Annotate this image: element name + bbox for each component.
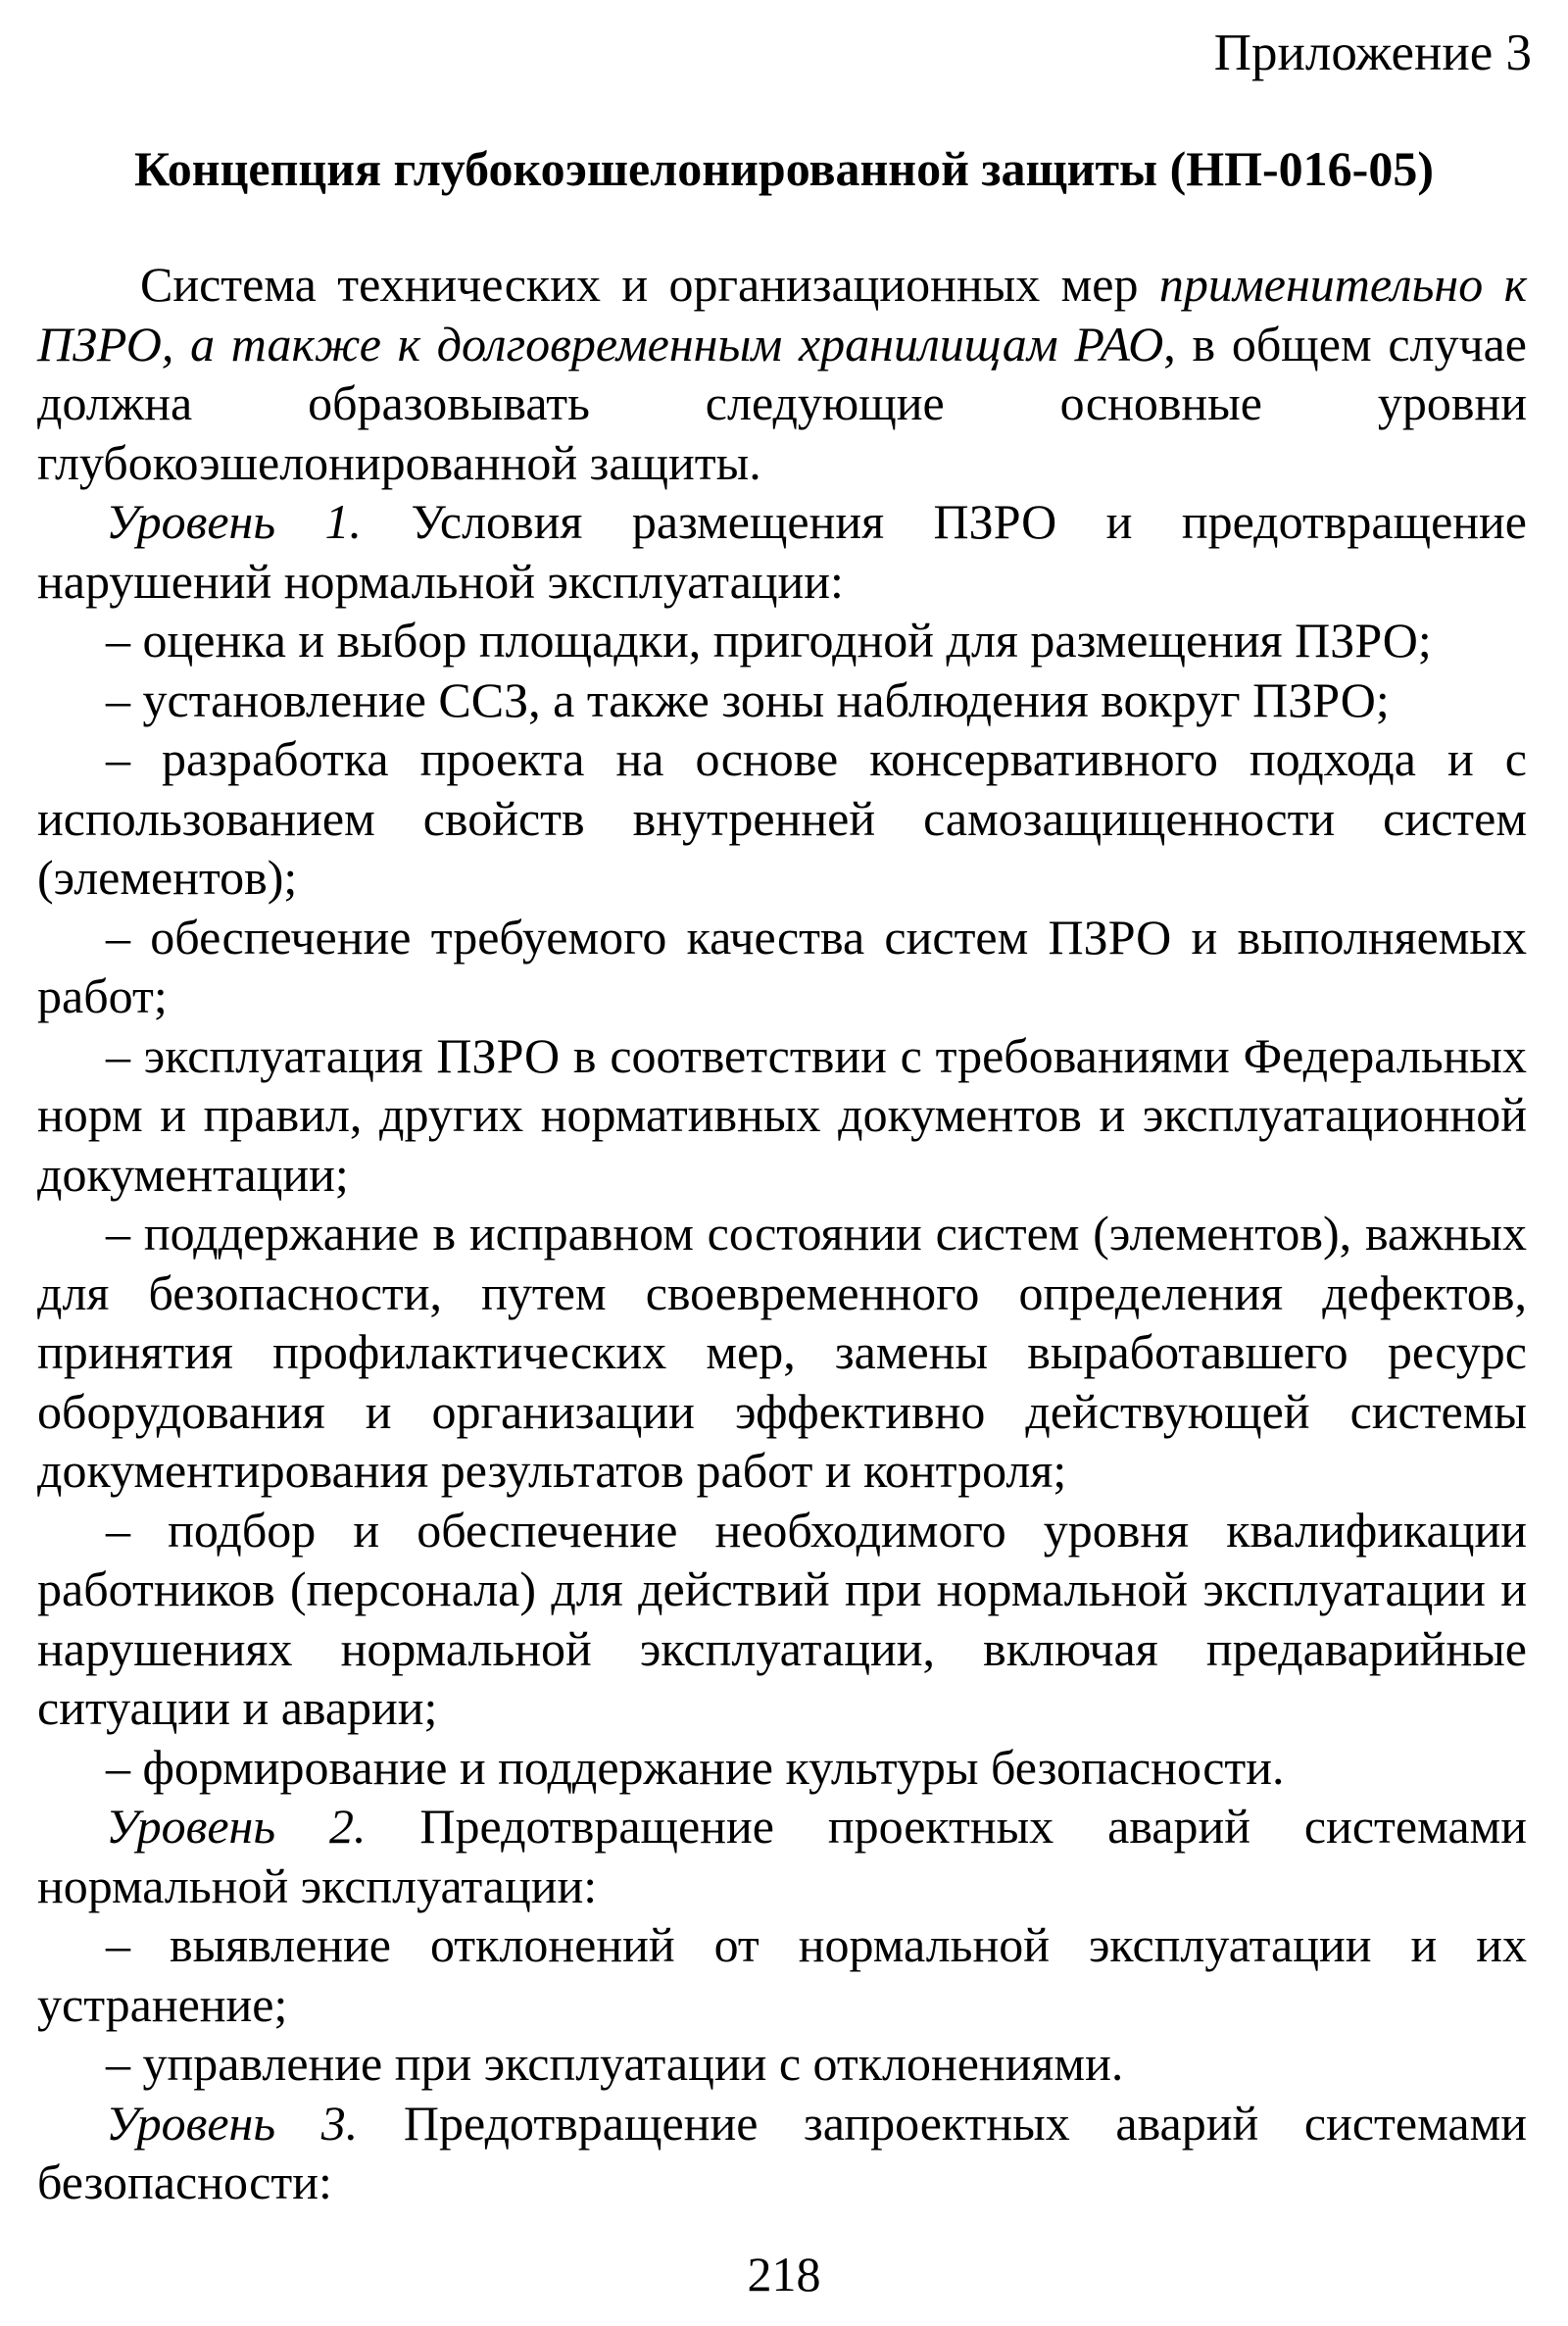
level-2-text: Предотвращение проектных аварий системами нормальной эксплуатации: bbox=[37, 1799, 1527, 1913]
list-item: – поддержание в исправном состоянии систем (элементов), важных для безопасности, путем своевременного определения дефектов, принятия профилактических мер, замены выработавшего ресурс оборудования и организации эффективно действующей системы документирования результатов работ и контроля; bbox=[37, 1206, 1527, 1498]
list-item: – обеспечение требуемого качества систем ПЗРО и выполняемых работ; bbox=[37, 909, 1527, 1023]
list-item: – управление при эксплуатации с отклонениями. bbox=[106, 2036, 1124, 2091]
list-item: – установление ССЗ, а также зоны наблюдения вокруг ПЗРО; bbox=[106, 671, 1390, 727]
page-number: 218 bbox=[747, 2247, 821, 2301]
level-2-label: Уровень 2. bbox=[106, 1799, 367, 1854]
level-3-label: Уровень 3. bbox=[106, 2095, 359, 2151]
list-item: – оценка и выбор площадки, пригодной для размещения ПЗРО; bbox=[106, 613, 1432, 668]
list-item: – выявление отклонений от нормальной эксплуатации и их устранение; bbox=[37, 1917, 1527, 2032]
intro-paragraph bbox=[37, 255, 1527, 492]
level-3-text: Предотвращение запроектных аварий системами безопасности: bbox=[37, 2095, 1527, 2209]
list-item: – разработка проекта на основе консервативного подхода и с использованием свойств внутренней самозащищенности систем (элементов); bbox=[37, 731, 1527, 905]
list-item: – эксплуатация ПЗРО в соответствии с требованиями Федеральных норм и правил, других нормативных документов и эксплуатационной документации; bbox=[37, 1027, 1527, 1202]
document-body bbox=[37, 255, 1527, 2212]
appendix-label: Приложение 3 bbox=[1213, 25, 1532, 81]
list-item: – формирование и поддержание культуры безопасности. bbox=[106, 1739, 1285, 1795]
level-1-paragraph bbox=[37, 492, 1527, 611]
intro-italic-text: применительно к ПЗРО, а также к долговременным хранилищам РАО bbox=[37, 257, 1527, 371]
document-title: Концепция глубокоэшелонированной защиты (НП-016-05) bbox=[134, 141, 1434, 196]
intro-text-end: , в общем случае должна образовывать следующие основные уровни глубокоэшелонированной защиты. bbox=[37, 316, 1527, 490]
list-item: – подбор и обеспечение необходимого уровня квалификации работников (персонала) для действий при нормальной эксплуатации и нарушениях нормальной эксплуатации, включая предаварийные ситуации и аварии; bbox=[37, 1502, 1527, 1735]
level-2-paragraph bbox=[37, 1797, 1527, 1915]
intro-text-start: Система технических и организационных мер bbox=[140, 257, 1159, 312]
level-3-paragraph bbox=[37, 2094, 1527, 2212]
level-1-label: Уровень 1. bbox=[106, 494, 363, 549]
level-1-text: Условия размещения ПЗРО и предотвращение нарушений нормальной эксплуатации: bbox=[37, 494, 1527, 609]
